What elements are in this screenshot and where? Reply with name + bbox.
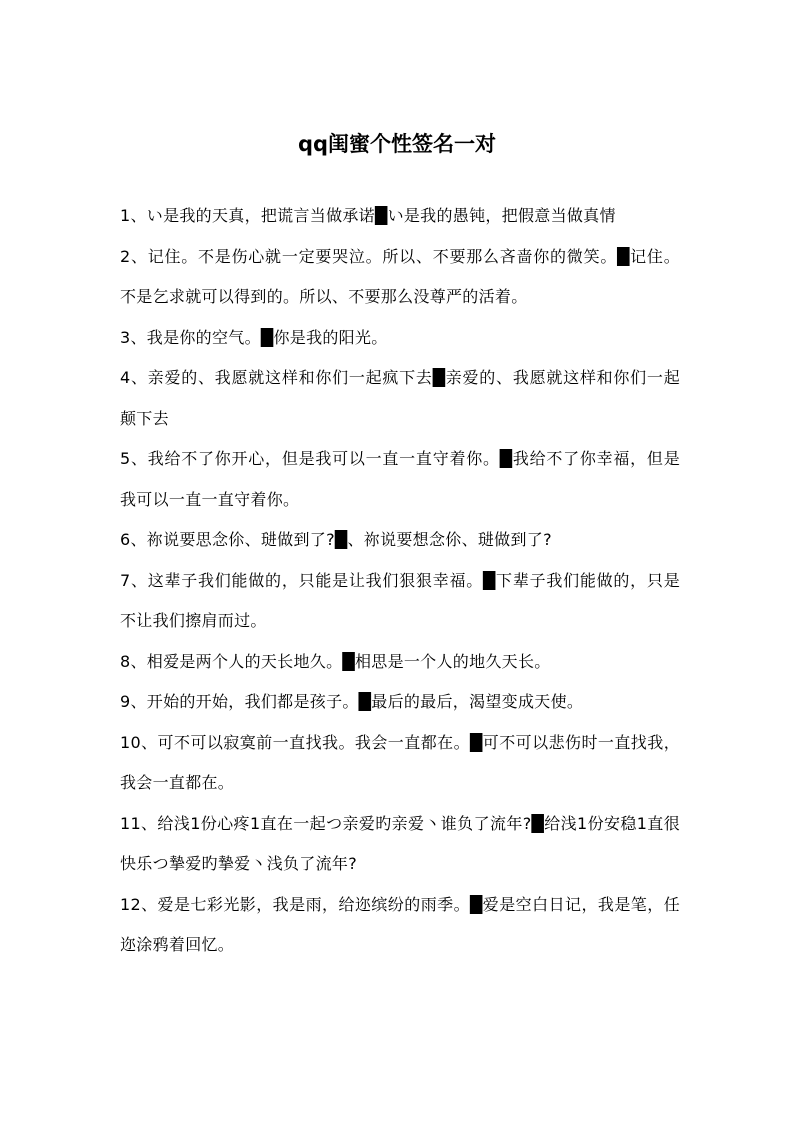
signature-entry: 9、开始的开始，我们都是孩子。█最后的最后，渴望变成天使。	[120, 692, 584, 711]
signature-entry: 1、い是我的天真，把谎言当做承诺█い是我的愚钝，把假意当做真情	[120, 206, 616, 225]
signature-entry: 12、爱是七彩光影，我是雨，给迩缤纷的雨季。█爱是空白日记，我是笔，任迩涂鸦着回忆。	[120, 894, 680, 954]
signature-entry: 11、给浅1份心疼1直在一起つ亲爱旳亲爱丶谁负了流年?█给浅1份安稳1直很快乐つ摯爱旳摯爱丶浅负了流年?	[120, 813, 680, 873]
signature-entry: 8、相爱是两个人的天长地久。█相思是一个人的地久天长。	[120, 651, 551, 671]
signature-entry: 2、记住。不是伤心就一定要哭泣。所以、不要那么吝啬你的微笑。█记住。不是乞求就可以得到的。所以、不要那么没尊严的活着。	[120, 246, 680, 306]
document-body	[120, 196, 680, 966]
document-title: qq闺蜜个性签名一对	[297, 132, 497, 156]
signature-entry: 5、我给不了你开心，但是我可以一直一直守着你。█我给不了你幸福，但是我可以一直一直守着你。	[120, 449, 680, 509]
signature-entry: 4、亲爱的、我愿就这样和你们一起疯下去█亲爱的、我愿就这样和你们一起颠下去	[120, 368, 680, 428]
signature-entry: 6、祢说要思念伱、琎做到了?█、祢说要想念伱、琎做到了?	[120, 530, 552, 549]
signature-entry: 10、可不可以寂寞前一直找我。我会一直都在。█可不可以悲伤时一直找我，我会一直都在。	[120, 732, 680, 792]
signature-entry: 3、我是你的空气。█你是我的阳光。	[120, 327, 388, 347]
signature-entry: 7、这辈子我们能做的，只能是让我们狠狠幸福。█下辈子我们能做的，只是不让我们擦肩而过。	[120, 570, 680, 630]
